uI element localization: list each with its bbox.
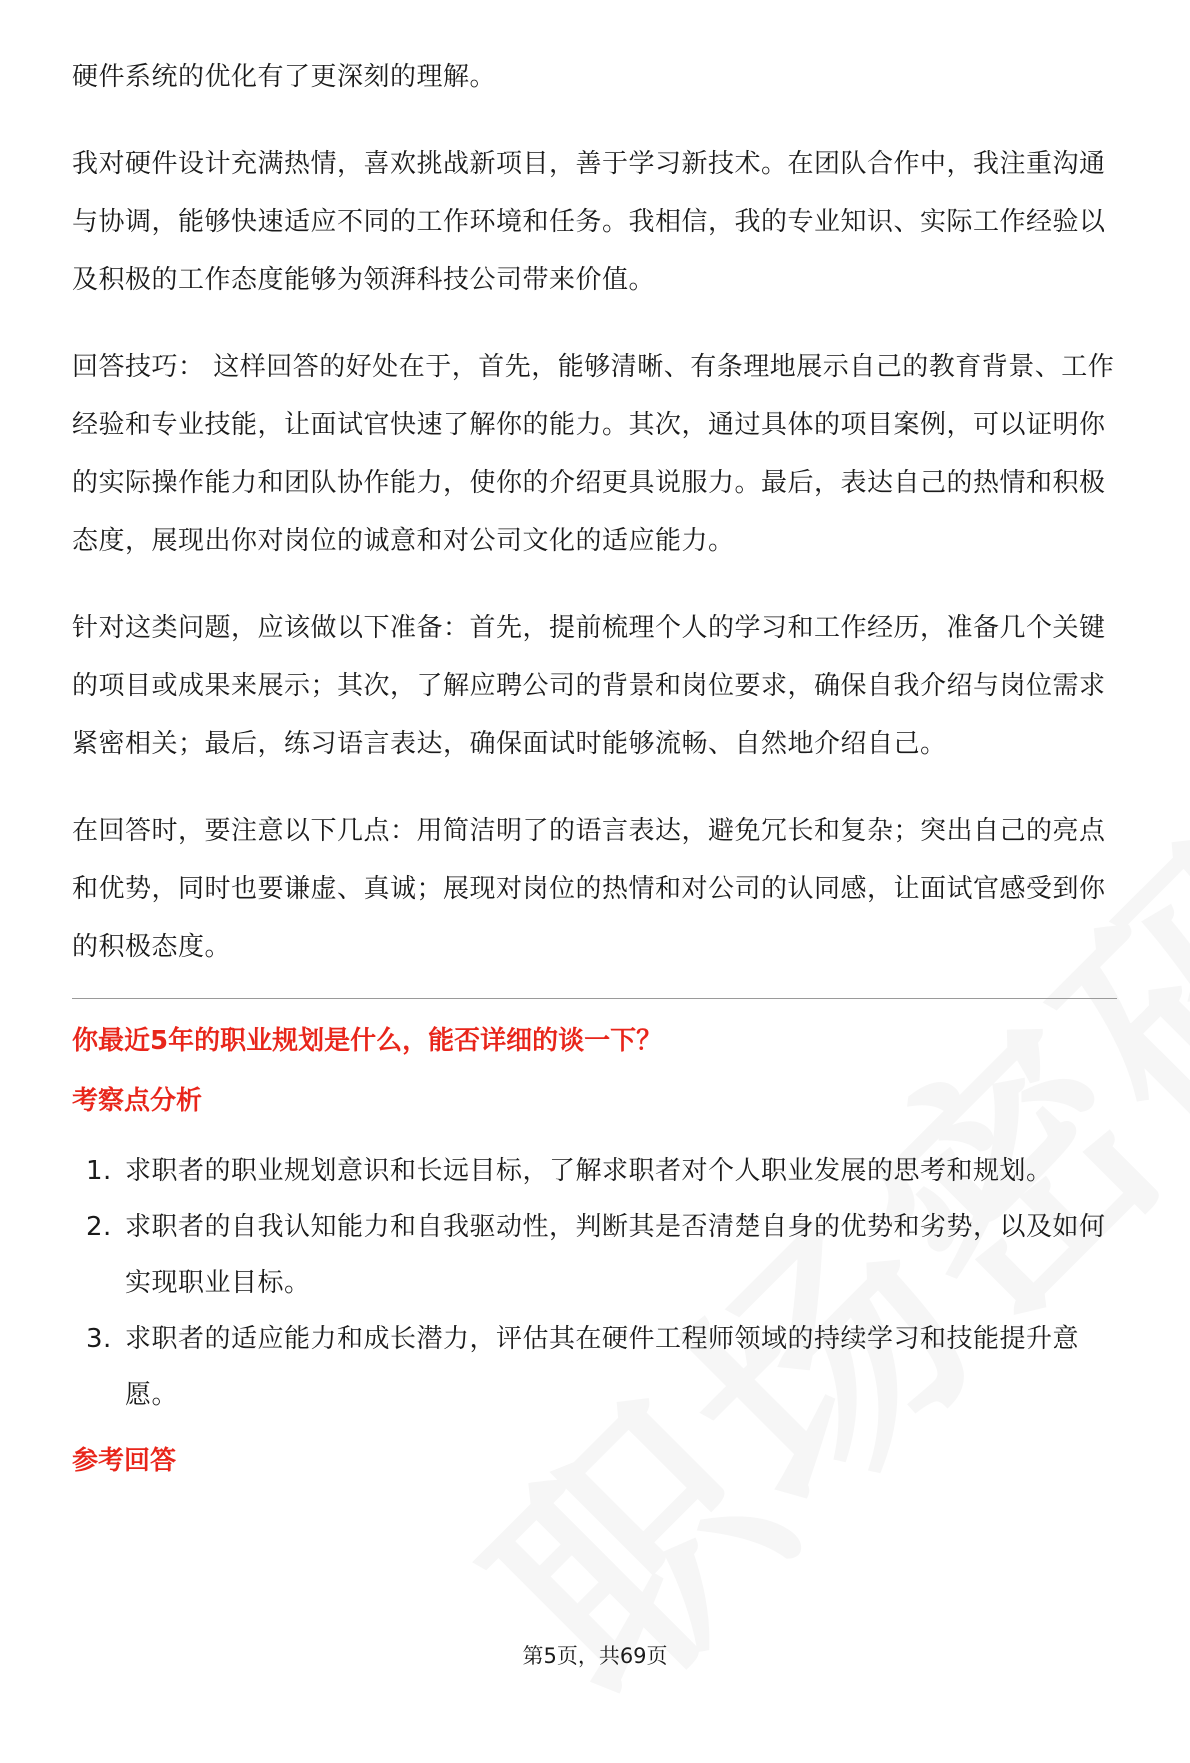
list-item-number: 1. <box>86 1156 112 1186</box>
list-item <box>72 1199 1117 1311</box>
analysis-list <box>72 1143 1117 1423</box>
answer-heading: 参考回答 <box>72 1446 177 1476</box>
paragraph: 回答技巧： 这样回答的好处在于，首先，能够清晰、有条理地展示自己的教育背景、工作经验和专业技能，让面试官快速了解你的能力。其次，通过具体的项目案例，可以证明你的实际操作能力和团队协作能力，使你的介绍更具说服力。最后，表达自己的热情和积极态度，展现出你对岗位的诚意和对公司文化的适应能力。 <box>72 352 1115 556</box>
list-item-number: 3. <box>86 1324 112 1354</box>
list-item-number: 2. <box>86 1212 112 1242</box>
paragraph: 针对这类问题，应该做以下准备：首先，提前梳理个人的学习和工作经历，准备几个关键的项目或成果来展示；其次，了解应聘公司的背景和岗位要求，确保自我介绍与岗位需求紧密相关；最后，练习语言表达，确保面试时能够流畅、自然地介绍自己。 <box>72 613 1106 759</box>
list-item <box>72 1143 1117 1199</box>
paragraph: 我对硬件设计充满热情，喜欢挑战新项目，善于学习新技术。在团队合作中，我注重沟通与协调，能够快速适应不同的工作环境和任务。我相信，我的专业知识、实际工作经验以及积极的工作态度能够为领湃科技公司带来价值。 <box>72 149 1106 295</box>
section-divider <box>72 998 1117 999</box>
list-item-text: 求职者的适应能力和成长潜力，评估其在硬件工程师领域的持续学习和技能提升意愿。 <box>125 1324 1080 1410</box>
paragraph: 硬件系统的优化有了更深刻的理解。 <box>72 62 497 92</box>
analysis-heading: 考察点分析 <box>72 1086 203 1116</box>
list-item-text: 求职者的职业规划意识和长远目标，了解求职者对个人职业发展的思考和规划。 <box>125 1156 1053 1186</box>
paragraph: 在回答时，要注意以下几点：用简洁明了的语言表达，避免冗长和复杂；突出自己的亮点和优势，同时也要谦虚、真诚；展现对岗位的热情和对公司的认同感，让面试官感受到你的积极态度。 <box>72 816 1106 962</box>
list-item-text: 求职者的自我认知能力和自我驱动性，判断其是否清楚自身的优势和劣势，以及如何实现职业目标。 <box>125 1212 1106 1298</box>
page-number: 第5页，共69页 <box>522 1644 668 1668</box>
question-heading: 你最近5年的职业规划是什么，能否详细的谈一下？ <box>72 1026 663 1056</box>
document-body <box>72 48 1117 1481</box>
list-item <box>72 1311 1117 1423</box>
